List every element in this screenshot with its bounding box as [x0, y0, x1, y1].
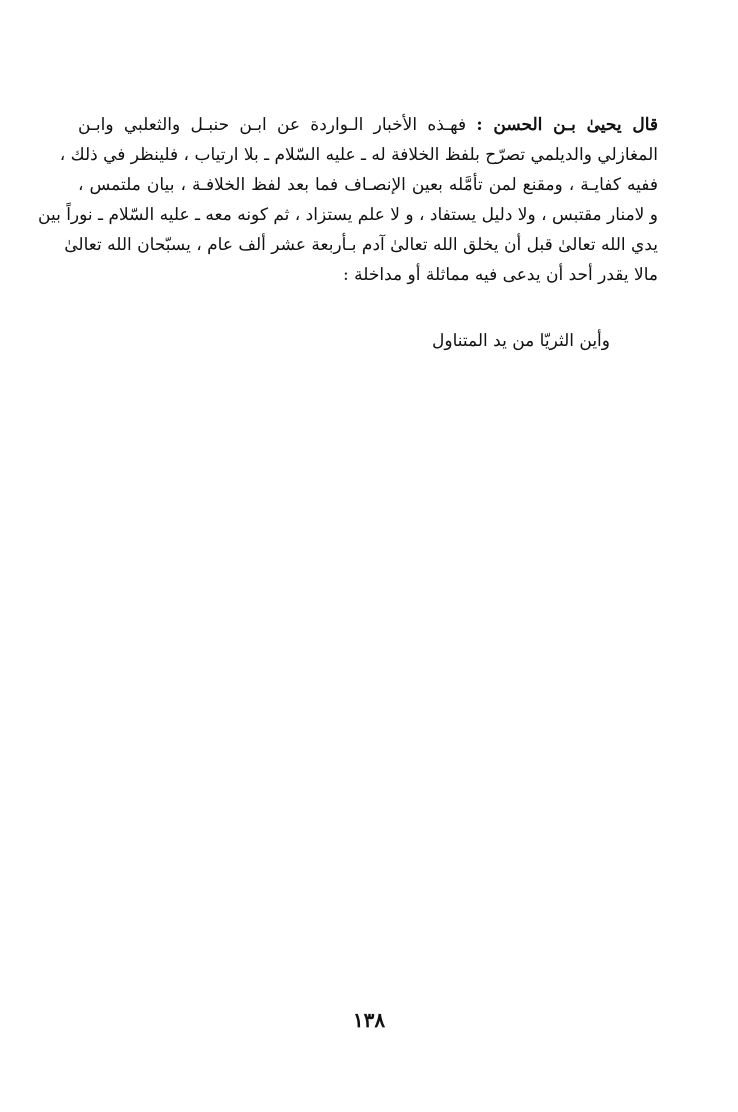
body-line-5: يدي الله تعالىٰ قبل أن يخلق الله تعالىٰ آدم بـأربعة عشر ألف عام ، يسبّحان الله تعالىٰ: [64, 235, 658, 255]
body-line-1: [78, 110, 658, 140]
body-line-2: المغازلي والديلمي تصرّح بلفظ الخلافة له ـ عليه السّلام ـ بلا ارتياب ، فلينظر في ذلك ،: [59, 145, 658, 165]
body-line-4: و لامنار مقتبس ، ولا دليل يستفاد ، و لا علم يستزاد ، ثم كونه معه ـ عليه السّلام ـ نوراً بين: [38, 205, 658, 225]
body-line-3: ففيه كفايـة ، ومقنع لمن تأمَّله بعين الإنصـاف فما بعد لفظ الخلافـة ، بيان ملتمس ،: [78, 175, 658, 195]
speaker-name: قال يحيىٰ بـن الحسن :: [476, 115, 659, 135]
body-line-1-text: فهـذه الأخبار الـواردة عن ابـن حنبـل والثعلبي وابـن: [78, 115, 467, 135]
page-number: ١٣٨: [352, 1008, 386, 1032]
body-paragraph: [38, 110, 659, 290]
body-line-6: مالا يقدر أحد أن يدعى فيه مماثلة أو مداخلة :: [342, 265, 658, 285]
poetry-verse: وأين الثريّا من يد المتناول: [432, 331, 610, 351]
